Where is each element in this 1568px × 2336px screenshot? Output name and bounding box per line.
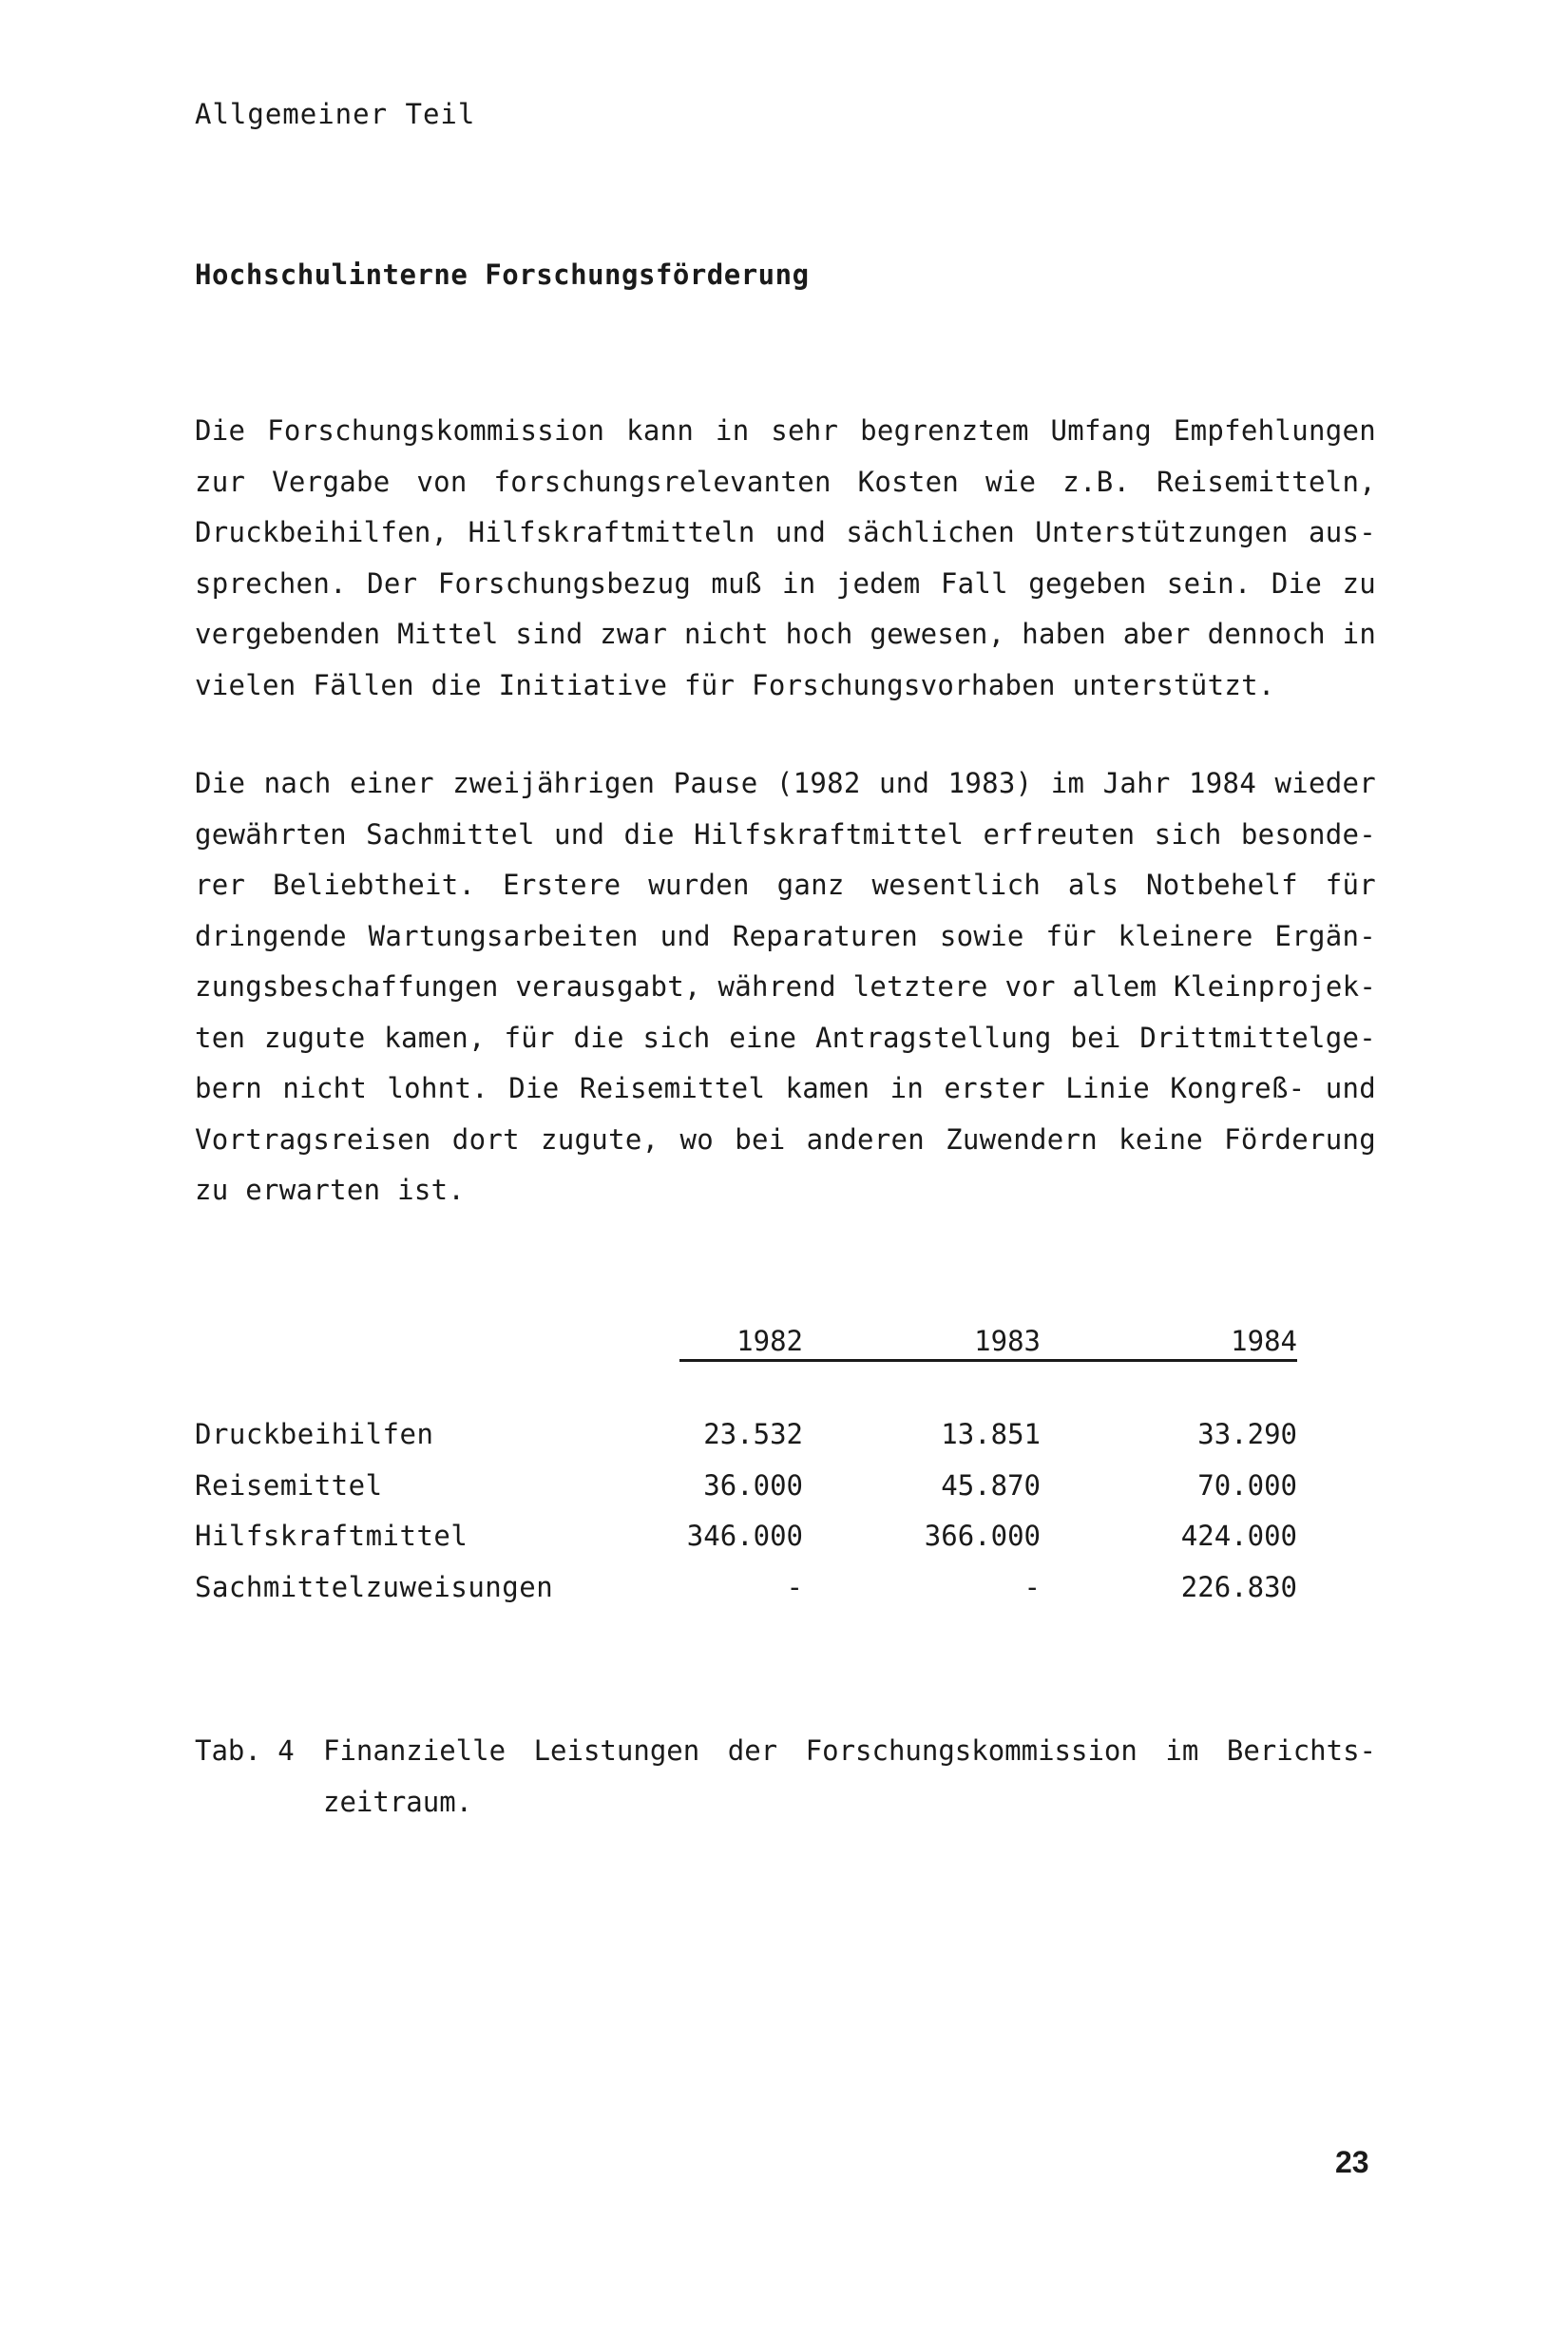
cell-value: 33.290 (1197, 1418, 1297, 1450)
cell-value: - (786, 1570, 803, 1603)
caption-line: Finanzielle Leistungen der Forschungskommission im Berichts- (323, 1734, 1376, 1767)
cell-value: 346.000 (686, 1520, 803, 1552)
paragraph-line: ten zugute kamen, für die sich eine Antragstellung bei Drittmittelge- (195, 1021, 1376, 1054)
paragraph-line: dringende Wartungsarbeiten und Reparaturen sowie für kleinere Ergän- (195, 919, 1376, 952)
paragraph-line: Die nach einer zweijährigen Pause (1982 und 1983) im Jahr 1984 wieder (195, 767, 1376, 799)
table-body (195, 1418, 1297, 1621)
paragraph-line: bern nicht lohnt. Die Reisemittel kamen in erster Linie Kongreß- und (195, 1072, 1376, 1104)
paragraph-line: vergebenden Mittel sind zwar nicht hoch gewesen, haben aber dennoch in (195, 618, 1377, 650)
paragraph-line: Die Forschungskommission kann in sehr begrenztem Umfang Empfehlungen (195, 414, 1376, 447)
table-header (195, 1313, 1297, 1359)
cell-value: 424.000 (1180, 1520, 1297, 1552)
paragraph-2 (195, 758, 1376, 1216)
paragraph-1 (195, 406, 1376, 711)
table-row (195, 1520, 1297, 1571)
table-header-rule (679, 1359, 1297, 1362)
caption-text (323, 1726, 1376, 1828)
column-header-1983: 1983 (974, 1325, 1041, 1357)
cell-value: - (1023, 1570, 1041, 1603)
cell-value: 23.532 (703, 1418, 803, 1450)
paragraph-line: zur Vergabe von forschungsrelevanten Kosten wie z.B. Reisemitteln, (195, 465, 1376, 498)
paragraph-line: gewährten Sachmittel und die Hilfskraftmittel erfreuten sich besonde- (195, 817, 1376, 851)
row-label: Reisemittel (195, 1468, 383, 1502)
caption-number: Tab. 4 (195, 1734, 295, 1767)
cell-value: 70.000 (1197, 1468, 1297, 1502)
table-row (195, 1571, 1297, 1622)
table-row (195, 1469, 1297, 1521)
caption-line: zeitraum. (323, 1785, 473, 1818)
cell-value: 366.000 (924, 1520, 1041, 1552)
cell-value: 226.830 (1180, 1570, 1297, 1603)
paragraph-line: zungsbeschaffungen verausgabt, während letztere vor allem Kleinprojek- (195, 970, 1377, 1003)
row-label: Hilfskraftmittel (195, 1520, 468, 1552)
page-number: 23 (1335, 2145, 1369, 2179)
table-row (195, 1418, 1297, 1469)
paragraph-line: Druckbeihilfen, Hilfskraftmitteln und sächlichen Unterstützungen aus- (195, 516, 1376, 548)
section-title: Hochschulinterne Forschungsförderung (195, 258, 810, 291)
cell-value: 13.851 (941, 1418, 1041, 1450)
paragraph-line: rer Beliebtheit. Erstere wurden ganz wesentlich als Notbehelf für (195, 869, 1376, 901)
row-label: Druckbeihilfen (195, 1418, 434, 1450)
paragraph-line: vielen Fällen die Initiative für Forschungsvorhaben unterstützt. (195, 668, 1275, 701)
column-header-1982: 1982 (736, 1325, 803, 1357)
paragraph-line: zu erwarten ist. (195, 1174, 466, 1206)
paragraph-line: Vortragsreisen dort zugute, wo bei anderen Zuwendern keine Förderung (195, 1122, 1376, 1156)
row-label: Sachmittelzuweisungen (195, 1570, 554, 1603)
column-header-1984: 1984 (1231, 1325, 1297, 1357)
paragraph-line: sprechen. Der Forschungsbezug muß in jedem Fall gegeben sein. Die zu (195, 566, 1376, 600)
cell-value: 45.870 (941, 1468, 1041, 1502)
cell-value: 36.000 (703, 1468, 803, 1502)
running-head: Allgemeiner Teil (195, 98, 476, 130)
